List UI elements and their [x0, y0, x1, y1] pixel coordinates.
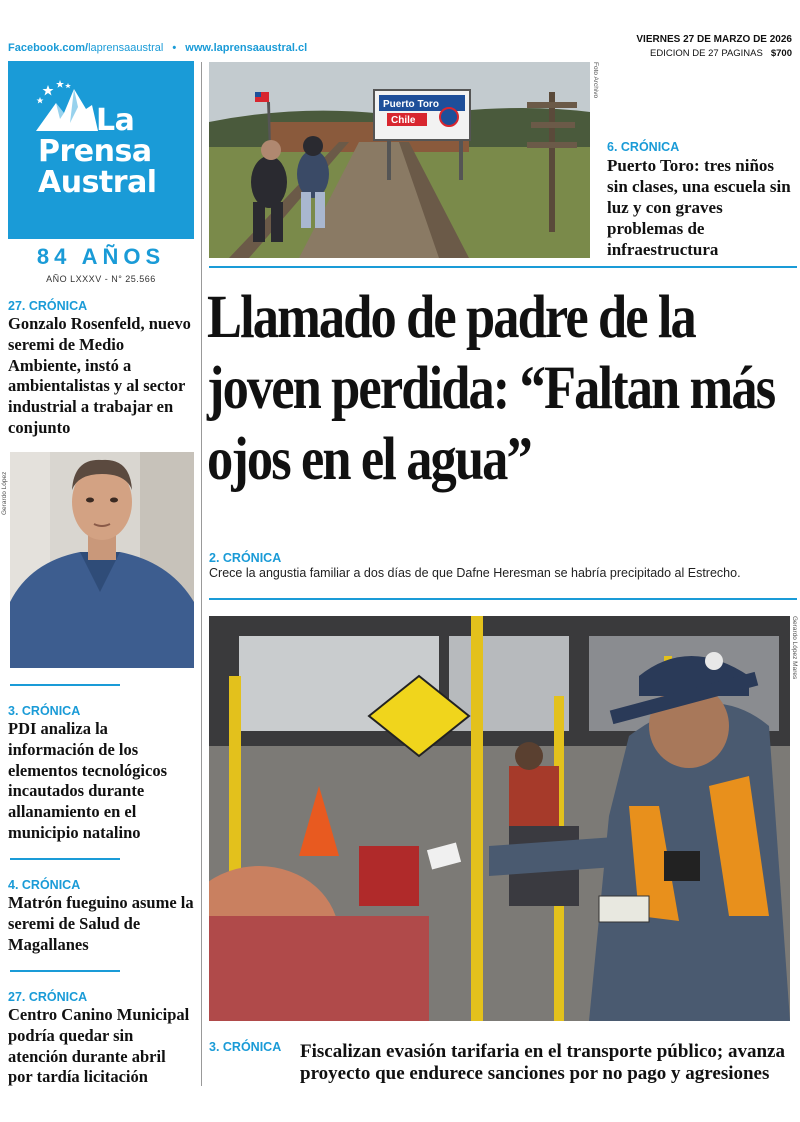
- story-headline: Puerto Toro: tres niños sin clases, una escuela sin luz y con graves problemas de infraestructura: [607, 156, 791, 259]
- story-headline: Matrón fueguino asume la seremi de Salud de Magallanes: [8, 893, 194, 954]
- edition-info: [650, 48, 792, 59]
- main-headline[interactable]: Llamado de padre de la joven perdida: “Faltan más ojos en el agua”: [207, 284, 775, 493]
- edition-pages: EDICION DE 27 PAGINAS: [650, 48, 763, 59]
- facebook-link[interactable]: Facebook.com/laprensaaustral: [8, 42, 164, 54]
- left-story-1[interactable]: [8, 299, 194, 439]
- portrait-credit: Gerardo López: [1, 471, 8, 515]
- website-link[interactable]: www.laprensaaustral.cl: [185, 42, 308, 54]
- masthead-title: [38, 105, 157, 198]
- section-kicker: 3. CRÓNICA: [8, 704, 81, 718]
- story-headline: Gonzalo Rosenfeld, nuevo seremi de Medio Ambiente, instó a ambientalistas y al sector industrial a trabajar en conjunto: [8, 314, 191, 437]
- section-kicker: 6. CRÓNICA: [607, 140, 680, 154]
- masthead-logo: [8, 61, 194, 239]
- top-photo-credit: Foto Archivo: [592, 62, 599, 99]
- left-story-4[interactable]: [8, 990, 194, 1088]
- masthead-line-3: Austral: [38, 165, 157, 200]
- story-headline: PDI analiza la información de los elementos tecnológicos incautados durante allanamiento en el municipio natalino: [8, 719, 167, 842]
- puerto-toro-photo: [209, 62, 590, 258]
- section-kicker: 4. CRÓNICA: [8, 878, 81, 892]
- masthead-line-1: La: [96, 103, 135, 138]
- bus-story-kicker: 3. CRÓNICA: [209, 1040, 282, 1054]
- portrait-photo: [10, 452, 194, 668]
- issue-date: VIERNES 27 DE MARZO DE 2026: [636, 34, 792, 45]
- sign-text-1: Puerto Toro: [383, 99, 439, 110]
- section-kicker: 27. CRÓNICA: [8, 990, 88, 1004]
- left-story-3[interactable]: [8, 878, 194, 955]
- price: $700: [770, 48, 792, 59]
- bus-story-headline[interactable]: Fiscalizan evasión tarifaria en el transporte público; avanza proyecto que endurece sanciones por no pago y agresiones: [300, 1041, 785, 1084]
- sign-text-2: Chile: [391, 115, 416, 126]
- bus-photo-credit: Gerardo López Mares: [791, 616, 798, 680]
- main-story-kicker: 2. CRÓNICA: [209, 551, 282, 565]
- top-right-story[interactable]: [607, 140, 797, 260]
- left-story-2[interactable]: [8, 704, 194, 844]
- divider-rule: [209, 266, 797, 268]
- anniversary-years: 84 AÑOS: [36, 244, 166, 269]
- column-divider: [201, 62, 202, 1086]
- divider-rule: [10, 684, 120, 686]
- divider-rule: [209, 598, 797, 600]
- story-headline: Centro Canino Municipal podría quedar sin atención durante abril por tardía licitación: [8, 1005, 190, 1087]
- bus-inspection-photo: [209, 616, 790, 1021]
- masthead-line-2: Prensa: [38, 134, 152, 169]
- main-story-subline: Crece la angustia familiar a dos días de que Dafne Heresman se habría precipitado al Estrecho.: [209, 566, 741, 580]
- separator-dot: •: [172, 42, 177, 54]
- issue-number: AÑO LXXXV - N° 25.566: [46, 274, 156, 284]
- social-links: [8, 42, 307, 54]
- divider-rule: [10, 858, 120, 860]
- section-kicker: 27. CRÓNICA: [8, 299, 88, 313]
- divider-rule: [10, 970, 120, 972]
